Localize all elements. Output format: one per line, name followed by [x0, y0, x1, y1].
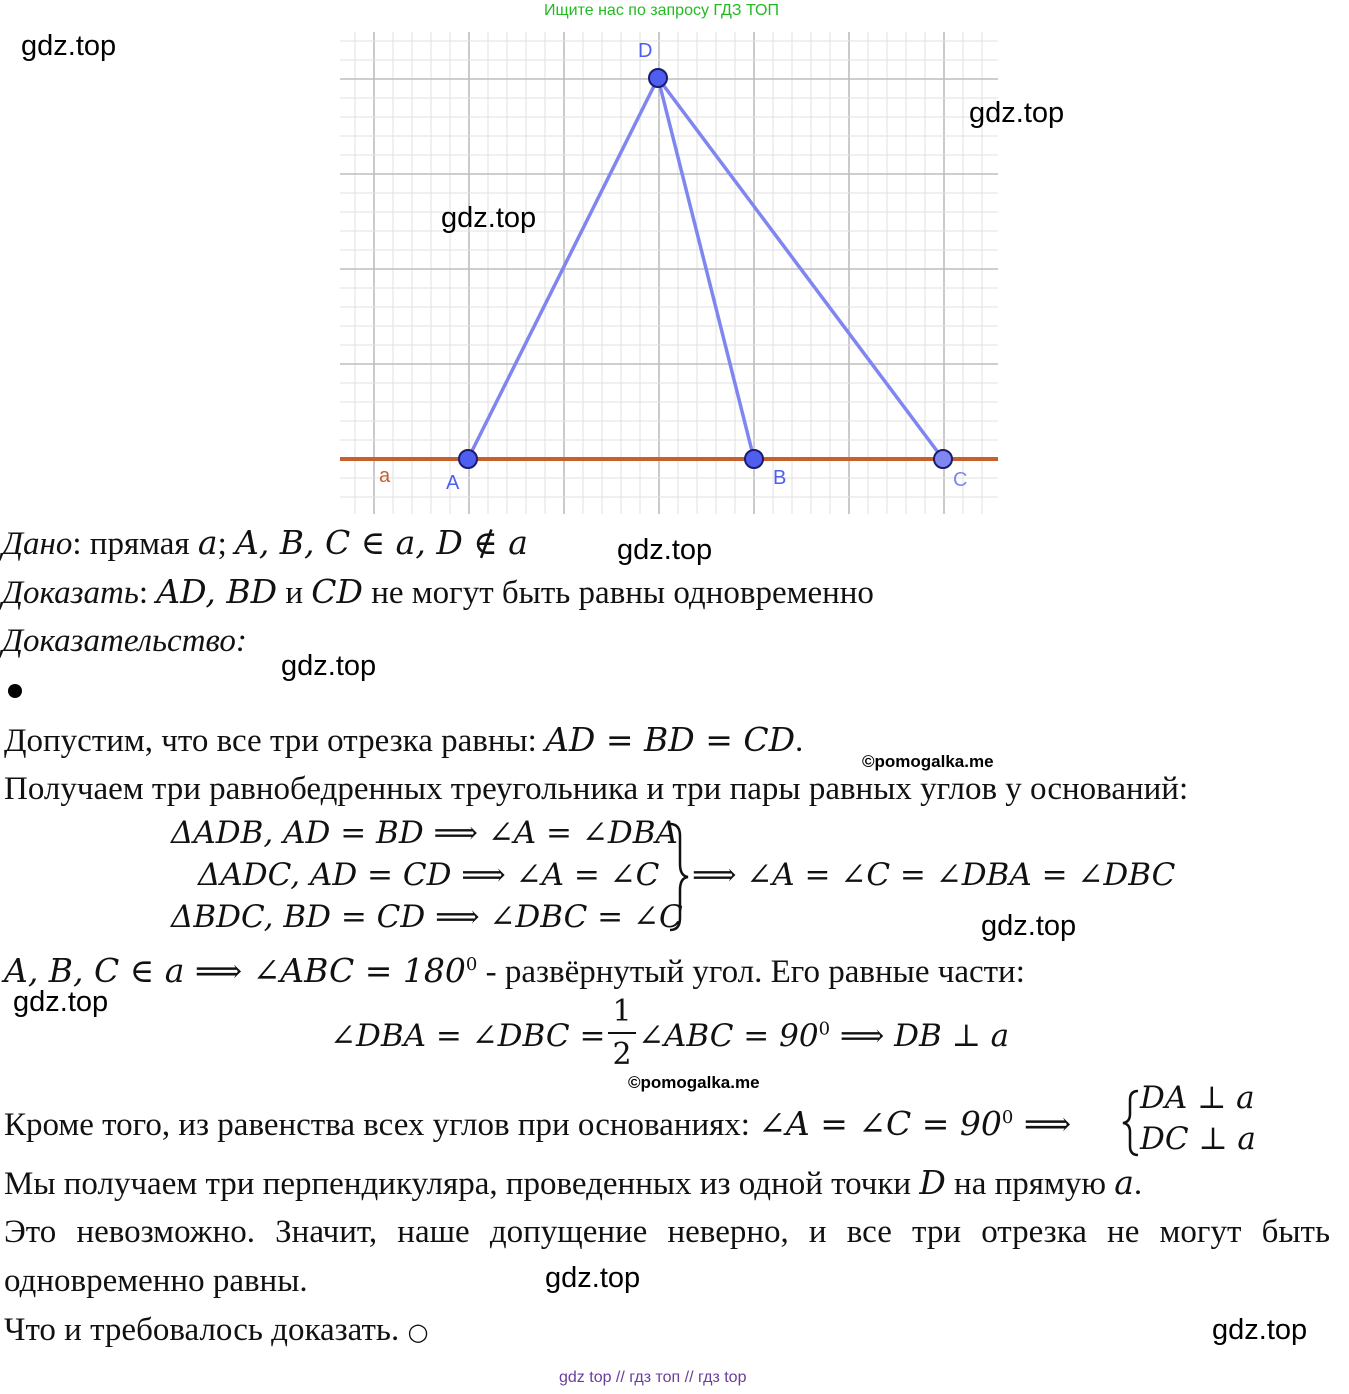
prove-line: Доказать: AD, BD и CD не могут быть равны одновременно [2, 572, 874, 611]
fraction-numerator: 1 [612, 994, 632, 1029]
label-A: A [446, 472, 460, 494]
bullet [8, 684, 22, 698]
footer-links[interactable]: gdz top // гдз топ // гдз top [559, 1369, 747, 1386]
system2-row1: DA ⊥ a [1140, 1080, 1255, 1116]
watermark: gdz.top [969, 97, 1065, 129]
watermark: gdz.top [281, 650, 377, 682]
right-brace [666, 822, 692, 932]
geometry-diagram [338, 30, 1000, 516]
grid [340, 32, 998, 514]
label-B: B [773, 467, 787, 489]
given-line: Дано: прямая a; A, B, C ∈ a, D ∉ a [2, 523, 528, 562]
watermark: gdz.top [545, 1262, 641, 1294]
system2-row2: DC ⊥ a [1140, 1121, 1256, 1157]
fraction-denominator: 2 [612, 1037, 632, 1072]
point-B[interactable] [745, 450, 763, 468]
watermark: gdz.top [21, 30, 117, 62]
assume-line: Допустим, что все три отрезка равны: AD = BD = CD. [4, 720, 804, 759]
watermark: gdz.top [981, 910, 1077, 942]
besides-line: Кроме того, из равенства всех углов при основаниях: ∠A = ∠C = $90^0$ ⟹ [4, 1104, 1072, 1143]
watermark: gdz.top [441, 202, 537, 234]
given-label: Дано [2, 526, 73, 562]
straight-angle-line: A, B, C ∈ a ⟹ ∠ABC = $180^0$ - развёрнутый угол. Его равные части: [4, 951, 1025, 990]
label-C: C [953, 469, 968, 491]
prove-label: Доказать [2, 575, 139, 611]
three-perpendiculars-line: Мы получаем три перпендикуляра, проведенных из одной точки D на прямую a. [4, 1163, 1143, 1202]
watermark: gdz.top [1212, 1314, 1308, 1346]
impossible-line-1: Это невозможно. Значит, наше допущение неверно, и все три отрезка не могут быть [4, 1214, 1330, 1250]
equation-2-right: ∠ABC = $90^0$ ⟹ DB ⊥ a [638, 1018, 1010, 1054]
line-a-label: a [379, 465, 391, 487]
assume-expression: AD = BD = CD [545, 720, 796, 759]
point-C[interactable] [934, 450, 952, 468]
copyright-mark: ©pomogalka.me [862, 752, 994, 771]
system1-row3: ΔBDC, BD = CD ⟹ ∠DBC = ∠C [171, 899, 683, 935]
watermark: gdz.top [13, 986, 109, 1018]
system1-result: ⟹ ∠A = ∠C = ∠DBA = ∠DBC [692, 857, 1176, 893]
search-banner[interactable]: Ищите нас по запросу ГДЗ ТОП [544, 2, 779, 19]
given-expression: A, B, C ∈ a, D ∉ a [234, 523, 528, 562]
system1-row1: ΔADB, AD = BD ⟹ ∠A = ∠DBA [171, 815, 678, 851]
point-D[interactable] [649, 69, 667, 87]
copyright-mark: ©pomogalka.me [628, 1073, 760, 1092]
label-D: D [638, 40, 653, 62]
proof-label: Доказательство: [2, 623, 247, 659]
impossible-line-2: одновременно равны. [4, 1263, 308, 1299]
fraction-bar [608, 1032, 636, 1034]
qed-mark: ○ [407, 1318, 429, 1346]
point-A[interactable] [459, 450, 477, 468]
system1-row2: ΔADC, AD = CD ⟹ ∠A = ∠C [198, 857, 660, 893]
equation-2-left: ∠DBA = ∠DBC = [330, 1018, 606, 1054]
watermark: gdz.top [617, 534, 713, 566]
left-brace [1120, 1088, 1142, 1158]
three-triangles-line: Получаем три равнобедренных треугольника и три пары равных углов у оснований: [4, 771, 1189, 807]
qed-line: Что и требовалось доказать. ○ [4, 1312, 429, 1348]
